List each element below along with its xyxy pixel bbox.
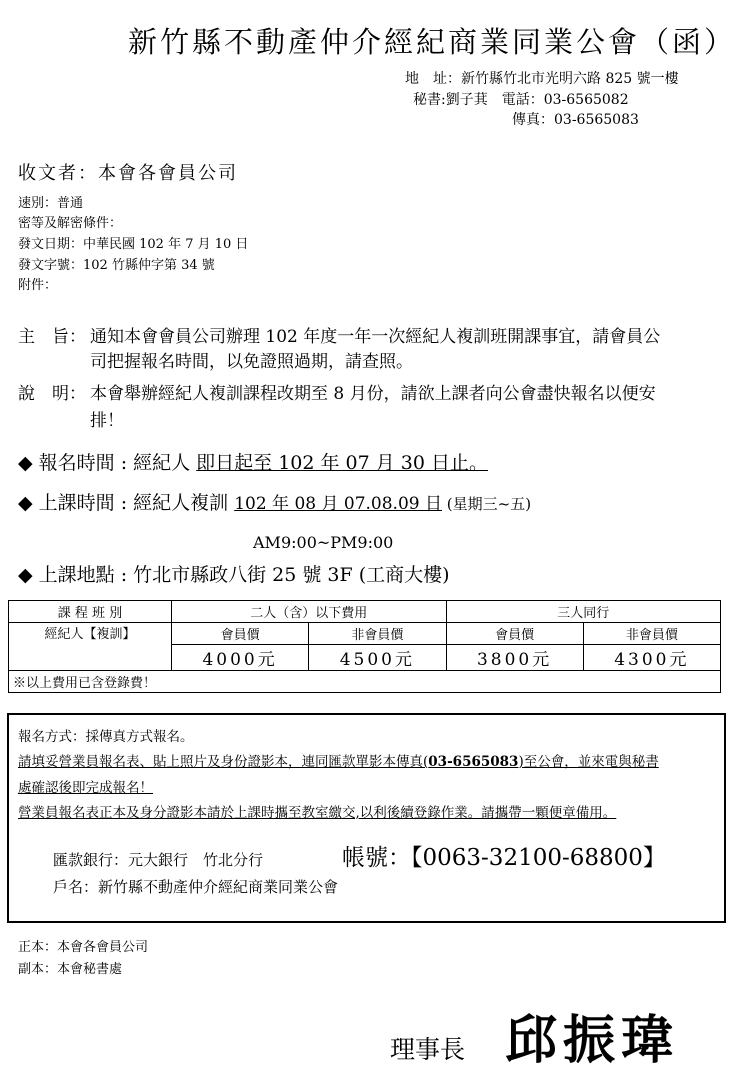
instruction-text: )至公會，並來電與秘書 bbox=[518, 754, 659, 770]
class-place: ◆ 上課地點 : 竹北市縣政八街 25 號 3F (工商大樓) bbox=[18, 564, 450, 586]
original-recipient: 正本：本會各會員公司 bbox=[18, 940, 149, 955]
price-cell: 4000元 bbox=[172, 645, 309, 671]
chairman-signature: 邱振瑋 bbox=[505, 1010, 680, 1071]
account-number: 帳號：【0063-32100-68800】 bbox=[342, 845, 666, 871]
instruction-text: 請填妥營業員報名表、貼上照片及身份證影本，連同匯款單影本傳真( bbox=[18, 754, 429, 770]
address: 地 址：新竹縣竹北市光明六路 825 號一樓 bbox=[405, 71, 679, 87]
bank: 匯款銀行：元大銀行 竹北分行 bbox=[53, 851, 264, 869]
instruction-line1 bbox=[18, 750, 659, 770]
registration-box bbox=[7, 713, 726, 923]
member-price-label: 會員價 bbox=[172, 623, 309, 645]
fax-number: 03-6565083 bbox=[428, 754, 519, 770]
class-time bbox=[18, 488, 531, 515]
account-holder: 戶名：新竹縣不動產仲介經紀商業同業公會 bbox=[53, 878, 339, 896]
class-days: (星期三~五) bbox=[442, 495, 532, 513]
instruction-line3: 營業員報名表正本及身分證影本請於上課時攜至教室繳交,以利後續登錄作業。請攜帶一顆便章備用。 bbox=[18, 805, 617, 821]
registration-label: ◆ 報名時間 : 經紀人 bbox=[18, 452, 197, 474]
class-label: ◆ 上課時間 : 經紀人複訓 bbox=[18, 492, 235, 514]
doc-title: 新竹縣不動產仲介經紀商業同業公會（函） bbox=[128, 25, 737, 59]
instruction-line2: 處確認後即完成報名！ bbox=[18, 780, 153, 796]
price-cell: 4300元 bbox=[583, 645, 720, 671]
header-two-people: 二人（含）以下費用 bbox=[172, 601, 447, 623]
secretary-phone: 秘書:劉子萁 電話：03-6565082 bbox=[413, 92, 629, 108]
recipient: 收文者：本會各會員公司 bbox=[18, 163, 238, 184]
fee-note: ※以上費用已含登錄費！ bbox=[9, 671, 721, 693]
registration-value: 即日起至 102 年 07 月 30 日止。 bbox=[196, 452, 489, 474]
meta-secrecy: 密等及解密條件： bbox=[18, 216, 123, 231]
meta-attachment: 附件： bbox=[18, 278, 58, 293]
class-dates: 102 年 08 月 07.08.09 日 bbox=[234, 494, 442, 514]
explain-label: 說 明： bbox=[18, 384, 86, 404]
subject-line2: 司把握報名時間，以免證照過期，請查照。 bbox=[90, 352, 413, 372]
nonmember-price-label: 非會員價 bbox=[583, 623, 720, 645]
registration-period bbox=[18, 448, 488, 475]
header-course: 課 程 班 別 bbox=[9, 601, 172, 623]
class-hours: AM9:00~PM9:00 bbox=[253, 533, 394, 552]
fax: 傳真：03-6565083 bbox=[512, 112, 639, 128]
header-three-people: 三人同行 bbox=[446, 601, 721, 623]
price-cell: 4500元 bbox=[309, 645, 446, 671]
meta-number: 發文字號：102 竹縣仲字第 34 號 bbox=[18, 258, 215, 273]
meta-date: 發文日期：中華民國 102 年 7 月 10 日 bbox=[18, 237, 249, 252]
fee-table bbox=[8, 600, 721, 693]
course-name: 經紀人【複訓】 bbox=[9, 623, 172, 671]
explain-line1: 本會舉辦經紀人複訓課程改期至 8 月份，請欲上課者向公會盡快報名以便安 bbox=[90, 384, 656, 404]
subject-line1: 通知本會會員公司辦理 102 年度一年一次經紀人複訓班開課事宜，請會員公 bbox=[90, 327, 661, 347]
subject-label: 主 旨： bbox=[18, 327, 86, 347]
chairman-title: 理事長 bbox=[390, 1035, 466, 1064]
method: 報名方式：採傳真方式報名。 bbox=[18, 729, 194, 745]
explain-line2: 排！ bbox=[90, 411, 124, 431]
copy-recipient: 副本：本會秘書處 bbox=[18, 962, 123, 977]
price-cell: 3800元 bbox=[446, 645, 583, 671]
meta-speed: 速別：普通 bbox=[18, 196, 84, 211]
nonmember-price-label: 非會員價 bbox=[309, 623, 446, 645]
member-price-label: 會員價 bbox=[446, 623, 583, 645]
